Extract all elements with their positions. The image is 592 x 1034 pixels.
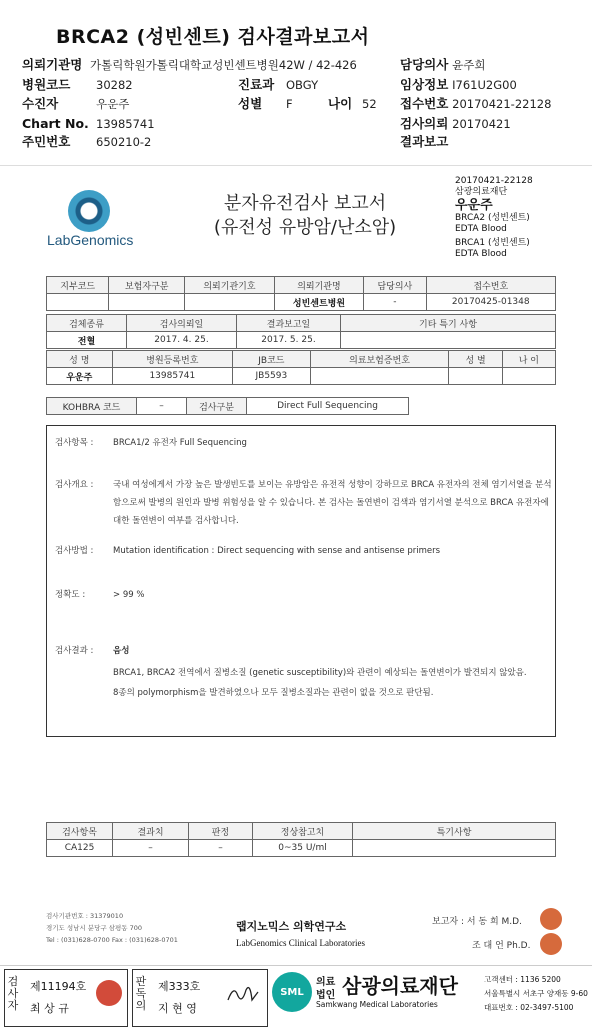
org-phone: 대표번호 : 02-3497-5100 xyxy=(484,1003,574,1012)
examiner-license: 제11194호 xyxy=(30,980,87,993)
info-table-2: 검체종류 검사의뢰일 결과보고일 기타 특기 사항 전혈 2017. 4. 25. 2017. 5. 25. xyxy=(46,314,556,349)
reader-vertical-label: 판독의 xyxy=(135,975,147,1012)
header-row-accession: 접수번호 20170421-22128 xyxy=(400,96,552,111)
specimen-tag-brca1: BRCA1 (성빈센트) EDTA Blood xyxy=(455,238,530,259)
examiner-seal-icon xyxy=(96,980,122,1006)
org-name: 삼광의료재단 xyxy=(342,974,458,998)
info-table-3: 성 명 병원등록번호 JB코드 의료보험증번호 성 별 나 이 우운주 13985741 JB5593 xyxy=(46,350,556,385)
info-table-1: 지부코드 보험자구분 의뢰기관기호 의뢰기관명 담당의사 접수번호 성빈센트병원 - 20170425-01348 xyxy=(46,276,556,311)
org-prefix-1: 의료 xyxy=(316,977,336,988)
lab-name-kr: 랩지노믹스 의학연구소 xyxy=(236,920,347,933)
reader-signature-icon xyxy=(224,982,260,1008)
sml-logo-icon: SML xyxy=(272,972,312,1012)
examiner-vertical-label: 검사자 xyxy=(7,975,19,1012)
reporter-label: 보고자 : 서 동 희 M.D. xyxy=(432,917,522,927)
header-row-clinical: 임상정보 I761U2G00 xyxy=(400,77,517,92)
org-name-en: Samkwang Medical Laboratories xyxy=(316,1000,438,1009)
reporter-seal-icon xyxy=(540,908,562,930)
examiner-name: 최 상 규 xyxy=(30,1002,69,1015)
director-label: 조 대 언 Ph.D. xyxy=(472,941,531,951)
header-row-institution: 의뢰기관명 가톨릭학원가톨릭대학교성빈센트병원42W / 42-426 xyxy=(22,57,357,72)
director-seal-icon xyxy=(540,933,562,955)
results-box: 검사항목 : BRCA1/2 유전자 Full Sequencing 검사개요 : 국내 여성에게서 가장 높은 발생빈도를 보이는 유방암은 유전적 성향이 강하므로 BRCA 유전자의 전체 염기서열을 분석함으로써 발병의 원인과 발병 위험성을 알 수 있습니다. 본 검사는 돌연변이 검색과 염기서열 분석으로 BRCA 유전자에 대한 돌연변이 여부를 검사합니다. 검사방법 : Mutation identification : Direct sequencing with sense and antisense primers 정확도 : > 99 % 검사결과 : 음성 BRCA1, BRCA2 전역에서 질병소질 (genetic susceptibility)와 관련이 예상되는 돌연변이가 발견되지 않았음. 8종의 polymorphism을 발견하였으나 모두 질병소질과는 관련이 없을 것으로 판단됨. xyxy=(46,425,556,737)
labgenomics-logo-icon xyxy=(68,190,110,232)
header-row-request: 검사의뢰 20170421 xyxy=(400,116,511,131)
org-address: 서울특별시 서초구 양재동 9-60 xyxy=(484,989,588,998)
header-row-hospital-code: 병원코드 30282 진료과 OBGY xyxy=(22,77,319,92)
result-header xyxy=(0,0,592,160)
page-title: BRCA2 (성빈센트) 검사결과보고서 xyxy=(56,26,370,48)
header-row-report: 결과보고 xyxy=(400,134,449,149)
org-prefix-2: 법인 xyxy=(316,990,336,1001)
reader-name: 지 현 영 xyxy=(158,1002,197,1015)
header-row-doctor: 담당의사 윤주희 xyxy=(400,57,486,72)
lab-contact: 검사기관번호 : 31379010 경기도 성남시 분당구 삼평동 700 Tel : (031)628-0700 Fax : (031)628-0701 xyxy=(46,912,178,944)
specimen-tag-brca2: 20170421-22128 삼광의료재단 우운주 BRCA2 (성빈센트) EDTA Blood xyxy=(455,176,533,234)
ca125-table: 검사항목 결과치 판정 정상참고치 특기사항 CA125 – – 0~35 U/ml xyxy=(46,822,556,857)
lab-name-en: LabGenomics Clinical Laboratories xyxy=(236,938,365,948)
header-row-chart: Chart No. 13985741 xyxy=(22,116,155,131)
org-call-center: 고객센터 : 1136 5200 xyxy=(484,975,561,984)
report-title: 분자유전검사 보고서 (유전성 유방암/난소암) xyxy=(213,193,397,238)
reader-license: 제333호 xyxy=(158,980,201,993)
kohbra-table: KOHBRA 코드 – 검사구분 Direct Full Sequencing xyxy=(46,397,409,415)
header-row-patient: 수진자 우운주 성별 F 나이 52 xyxy=(22,96,377,111)
header-row-id: 주민번호 650210-2 xyxy=(22,134,152,149)
labgenomics-logo-text: LabGenomics xyxy=(47,232,134,248)
section-overview: 검사개요 : 국내 여성에게서 가장 높은 발생빈도를 보이는 유방암은 유전적 성향이 강하므로 BRCA 유전자의 전체 염기서열을 분석함으로써 발병의 원인과 발병 위험성을 알 수 있습니다. 본 검사는 돌연변이 검색과 염기서열 분석으로 BRCA 유전자에 대한 돌연변이 여부를 검사합니다. xyxy=(55,480,552,526)
